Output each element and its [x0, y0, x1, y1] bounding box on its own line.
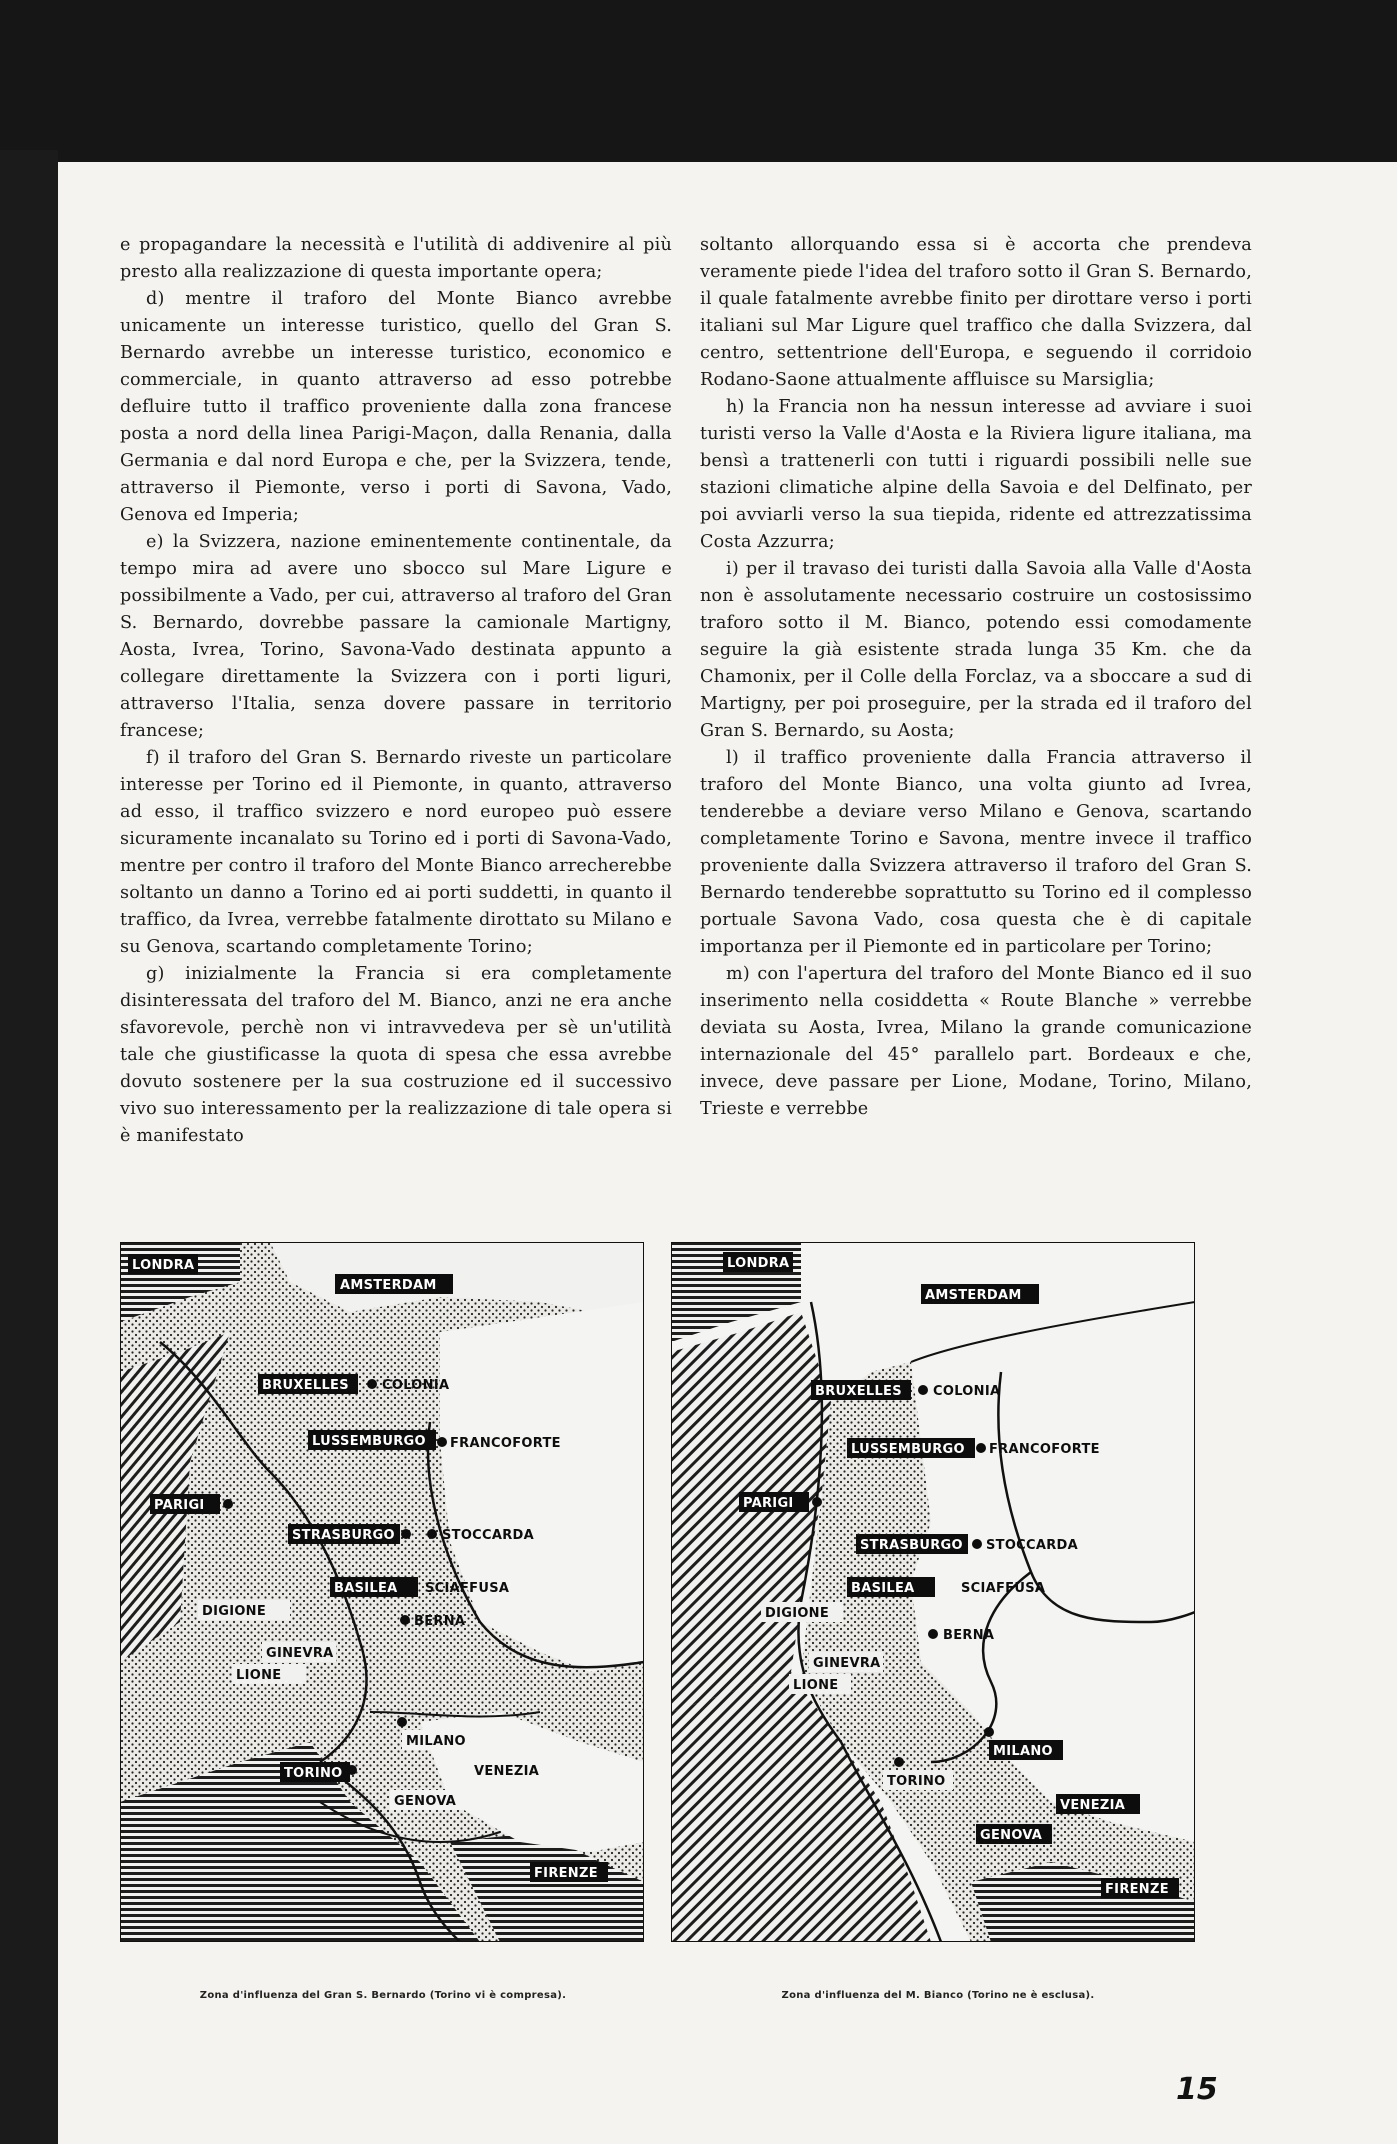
city-label-colonia: COLONIA — [933, 1384, 1001, 1399]
scan-border-top — [0, 0, 1397, 162]
city-label-amsterdam: AMSTERDAM — [925, 1288, 1022, 1303]
city-label-firenze: FIRENZE — [534, 1866, 598, 1881]
city-label-parigi: PARIGI — [154, 1498, 205, 1513]
city-label-francoforte: FRANCOFORTE — [450, 1436, 561, 1451]
city-label-lussemburgo: LUSSEMBURGO — [312, 1434, 426, 1449]
paragraph: e) la Svizzera, nazione eminentemente continentale, da tempo mira ad avere uno sbocco sul Mare Ligure e possibilmente a Vado, per cui, attraverso al traforo del Gran S. Bernardo, dovrebbe passare la camionale Martigny, Aosta, Ivrea, Torino, Savona-Vado destinata appunto a collegare direttamente la Svizzera con i porti liguri, attraverso l'Italia, senza dovere passare in territorio francese; — [120, 532, 672, 741]
paragraph: soltanto allorquando essa si è accorta che prendeva veramente piede l'idea del traforo sotto il Gran S. Bernardo, il quale fatalmente avrebbe finito per dirottare verso i porti italiani sul Mar Ligure quel traffico che dalla Svizzera, dal centro, settentrione dell'Europa, e seguendo il corridoio Rodano-Saone attualmente affluisce su Marsiglia; — [700, 235, 1252, 390]
map-gran-san-bernardo — [120, 1242, 644, 1942]
city-label-sciaffusa: SCIAFFUSA — [961, 1581, 1046, 1596]
paragraph: i) per il travaso dei turisti dalla Savoia alla Valle d'Aosta non è assolutamente necessario costruire un costosissimo traforo sotto il M. Bianco, potendo essi comodamente seguire la già esistente strada lunga 35 Km. che da Chamonix, per il Colle della Forclaz, va a sboccare a sud di Martigny, per poi proseguire, per la strada ed il traforo del Gran S. Bernardo, su Aosta; — [700, 559, 1252, 741]
paragraph: g) inizialmente la Francia si era completamente disinteressata del traforo del M. Bianco, anzi ne era anche sfavorevole, perchè non vi intravvedeva per sè un'utilità tale che giustificasse la quota di spesa che essa avrebbe dovuto sostenere per la sua costruzione ed il successivo vivo suo interessamento per la realizzazione di tale opera si è manifestato — [120, 964, 672, 1146]
paragraph: d) mentre il traforo del Monte Bianco avrebbe unicamente un interesse turistico, quello del Gran S. Bernardo avrebbe un interesse turistico, economico e commerciale, in quanto attraverso ad esso potrebbe defluire tutto il traffico proveniente dalla zona francese posta a nord della linea Parigi-Maçon, dalla Renania, dalla Germania e dal nord Europa e che, per la Svizzera, tende, attraverso il Piemonte, verso i porti di Savona, Vado, Genova ed Imperia; — [120, 289, 672, 525]
paragraph: e propagandare la necessità e l'utilità di addivenire al più presto alla realizzazione di questa importante opera; — [120, 235, 672, 282]
city-label-lione: LIONE — [793, 1678, 839, 1693]
paragraph: m) con l'apertura del traforo del Monte Bianco ed il suo inserimento nella cosiddetta « Route Blanche » verrebbe deviata su Aosta, Ivrea, Milano la grande comunicazione internazionale del 45° parallelo part. Bordeaux e che, invece, deve passare per Lione, Modane, Torino, Milano, Trieste e verrebbe — [700, 964, 1252, 1119]
paragraph: f) il traforo del Gran S. Bernardo riveste un particolare interesse per Torino ed il Piemonte, in quanto, attraverso ad esso, il traffico svizzero e nord europeo può essere sicuramente incanalato su Torino ed i porti di Savona-Vado, mentre per contro il traforo del Monte Bianco arrecherebbe soltanto un danno a Torino ed ai porti suddetti, in quanto il traffico, da Ivrea, verrebbe fatalmente dirottato su Milano e su Genova, scartando completamente Torino; — [120, 748, 672, 957]
city-label-strasburgo: STRASBURGO — [292, 1528, 395, 1543]
city-label-londra: LONDRA — [132, 1258, 195, 1273]
city-label-bruxelles: BRUXELLES — [815, 1384, 902, 1399]
city-label-milano: MILANO — [406, 1734, 466, 1749]
city-label-francoforte: FRANCOFORTE — [989, 1442, 1100, 1457]
paragraph: h) la Francia non ha nessun interesse ad avviare i suoi turisti verso la Valle d'Aosta e la Riviera ligure italiana, ma bensì a trattenerli con tutti i riguardi possibili nelle sue stazioni climatiche alpine della Savoia e del Delfinato, per poi avviarli verso la sua tiepida, ridente ed attrezzatissima Costa Azzurra; — [700, 397, 1252, 552]
city-label-lussemburgo: LUSSEMBURGO — [851, 1442, 965, 1457]
city-label-bruxelles: BRUXELLES — [262, 1378, 349, 1393]
map-caption-right: Zona d'influenza del M. Bianco (Torino ne è esclusa). — [781, 1990, 1095, 2001]
city-label-ginevra: GINEVRA — [266, 1646, 334, 1661]
city-label-colonia: COLONIA — [382, 1378, 450, 1393]
city-label-berna: BERNA — [414, 1614, 466, 1629]
text-column-right — [700, 232, 1252, 1123]
city-label-stoccarda: STOCCARDA — [442, 1528, 534, 1543]
map-caption-left: Zona d'influenza del Gran S. Bernardo (Torino vi è compresa). — [199, 1990, 567, 2001]
city-label-basilea: BASILEA — [851, 1581, 915, 1596]
city-label-firenze: FIRENZE — [1105, 1882, 1169, 1897]
city-label-sciaffusa: SCIAFFUSA — [425, 1581, 510, 1596]
city-label-genova: GENOVA — [394, 1794, 457, 1809]
city-label-digione: DIGIONE — [765, 1606, 830, 1621]
city-label-genova: GENOVA — [980, 1828, 1043, 1843]
city-label-lione: LIONE — [236, 1668, 282, 1683]
text-column-left — [120, 232, 672, 1150]
city-label-venezia: VENEZIA — [1060, 1798, 1126, 1813]
map-monte-bianco — [671, 1242, 1195, 1942]
city-label-basilea: BASILEA — [334, 1581, 398, 1596]
scan-border-left — [0, 150, 58, 2144]
city-label-parigi: PARIGI — [743, 1496, 794, 1511]
city-label-londra: LONDRA — [727, 1256, 790, 1271]
city-label-digione: DIGIONE — [202, 1604, 267, 1619]
city-label-amsterdam: AMSTERDAM — [340, 1278, 437, 1293]
page-number: 15 — [1176, 2072, 1218, 2107]
magazine-page — [58, 162, 1397, 2144]
city-label-torino: TORINO — [284, 1766, 343, 1781]
city-label-milano: MILANO — [993, 1744, 1053, 1759]
paragraph: l) il traffico proveniente dalla Francia attraverso il traforo del Monte Bianco, una volta giunto ad Ivrea, tenderebbe a deviare verso Milano e Genova, scartando completamente Torino e Savona, mentre invece il traffico proveniente dalla Svizzera attraverso il traforo del Gran S. Bernardo tenderebbe soprattutto su Torino ed il complesso portuale Savona Vado, cosa questa che è di capitale importanza per il Piemonte ed in particolare per Torino; — [700, 748, 1252, 957]
city-label-stoccarda: STOCCARDA — [986, 1538, 1078, 1553]
city-label-torino: TORINO — [887, 1774, 946, 1789]
city-label-strasburgo: STRASBURGO — [860, 1538, 963, 1553]
city-label-ginevra: GINEVRA — [813, 1656, 881, 1671]
city-label-berna: BERNA — [943, 1628, 995, 1643]
city-label-venezia: VENEZIA — [474, 1764, 540, 1779]
